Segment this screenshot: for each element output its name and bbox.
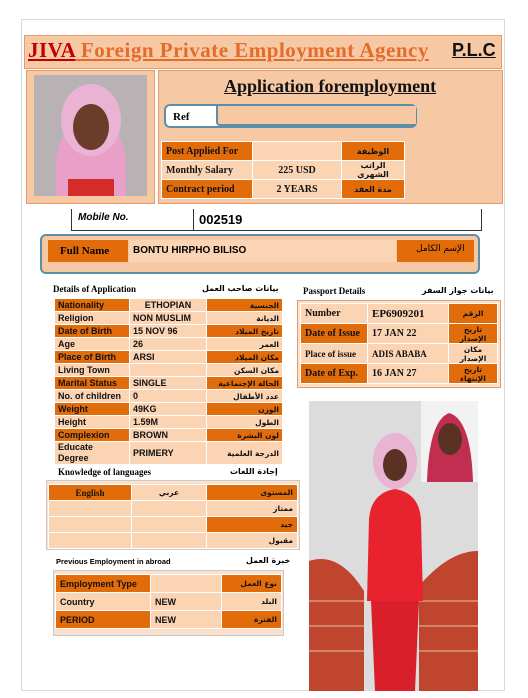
table-row bbox=[162, 161, 405, 180]
table-row bbox=[49, 501, 298, 517]
salary-arabic: الراتب الشهري bbox=[342, 161, 405, 180]
table-row bbox=[56, 575, 282, 593]
ref-label: Ref bbox=[173, 111, 190, 123]
detail-label: Educate Degree bbox=[55, 442, 130, 465]
employment-label: PERIOD bbox=[56, 611, 151, 629]
employment-arabic: نوع العمل bbox=[222, 575, 282, 593]
passport-label: Place of issue bbox=[301, 344, 368, 364]
detail-label: Complexion bbox=[55, 429, 130, 442]
detail-arabic: تاريخ الميلاد bbox=[207, 325, 283, 338]
detail-value: ARSI bbox=[130, 351, 207, 364]
table-row bbox=[55, 325, 283, 338]
table-row bbox=[55, 338, 283, 351]
table-row bbox=[55, 403, 283, 416]
employment-value: NEW bbox=[151, 611, 222, 629]
table-row bbox=[301, 344, 498, 364]
detail-value bbox=[130, 364, 207, 377]
detail-label: No. of children bbox=[55, 390, 130, 403]
brand-name: JIVA bbox=[28, 38, 76, 62]
passport-value: 16 JAN 27 bbox=[368, 364, 449, 384]
employment-title: Previous Employment in abroad bbox=[56, 557, 171, 566]
table-row bbox=[56, 611, 282, 629]
detail-value: NON MUSLIM bbox=[130, 312, 207, 325]
table-row bbox=[56, 593, 282, 611]
detail-value: 26 bbox=[130, 338, 207, 351]
lang-english-cell bbox=[49, 517, 132, 533]
detail-value: 0 bbox=[130, 390, 207, 403]
agency-suffix: P.L.C bbox=[452, 40, 496, 60]
lang-english-cell bbox=[49, 501, 132, 517]
table-row bbox=[55, 377, 283, 390]
detail-label: Religion bbox=[55, 312, 130, 325]
languages-title-arabic: إجادة اللغات bbox=[230, 467, 278, 476]
detail-arabic: العمر bbox=[207, 338, 283, 351]
lang-level-good: جيد bbox=[207, 517, 298, 533]
lang-arabic-header: عربي bbox=[132, 485, 207, 501]
table-row bbox=[49, 517, 298, 533]
detail-arabic: مكان السكن bbox=[207, 364, 283, 377]
mobile-value: 002519 bbox=[199, 212, 243, 227]
detail-label: Marital Status bbox=[55, 377, 130, 390]
employment-title-arabic: خبرة العمل bbox=[246, 556, 291, 565]
full-name-arabic: الإسم الكامل bbox=[416, 244, 465, 254]
ref-value bbox=[216, 106, 416, 126]
table-row bbox=[301, 364, 498, 384]
passport-label: Number bbox=[301, 304, 368, 324]
full-name-label: Full Name bbox=[60, 245, 110, 257]
lang-level-excellent: ممتاز bbox=[207, 501, 298, 517]
detail-value: 15 NOV 96 bbox=[130, 325, 207, 338]
passport-arabic: الرقم bbox=[449, 304, 498, 324]
detail-value: 1.59M bbox=[130, 416, 207, 429]
application-title: Application foremployment bbox=[224, 76, 437, 96]
agency-name: Foreign Private Employment Agency bbox=[75, 38, 429, 62]
detail-label: Living Town bbox=[55, 364, 130, 377]
full-name-value: BONTU HIRPHO BILISO bbox=[133, 245, 247, 256]
lang-level-header: المستوى bbox=[207, 485, 298, 501]
mobile-row bbox=[71, 209, 482, 231]
passport-title: Passport Details bbox=[303, 286, 366, 296]
detail-value: BROWN bbox=[130, 429, 207, 442]
lang-english-header: English bbox=[49, 485, 132, 501]
detail-label: Height bbox=[55, 416, 130, 429]
mobile-label: Mobile No. bbox=[78, 212, 129, 223]
detail-value: PRIMERY bbox=[130, 442, 207, 465]
post-value bbox=[253, 142, 342, 161]
detail-value: 49KG bbox=[130, 403, 207, 416]
passport-table bbox=[300, 303, 498, 384]
employment-label: Employment Type bbox=[56, 575, 151, 593]
employment-value bbox=[151, 575, 222, 593]
table-row bbox=[49, 485, 298, 501]
table-row bbox=[49, 533, 298, 549]
languages-title: Knowledge of languages bbox=[58, 467, 152, 477]
detail-label: Place of Birth bbox=[55, 351, 130, 364]
detail-value: ETHOPIAN bbox=[130, 299, 207, 312]
table-row bbox=[162, 180, 405, 199]
detail-label: Nationality bbox=[55, 299, 130, 312]
detail-arabic: الديانة bbox=[207, 312, 283, 325]
languages-table bbox=[48, 484, 298, 549]
passport-title-arabic: بيانات جواز السفر bbox=[422, 286, 494, 295]
job-table bbox=[161, 141, 405, 199]
table-row bbox=[301, 324, 498, 344]
contract-label: Contract period bbox=[162, 180, 253, 199]
portrait-photo bbox=[34, 75, 147, 196]
agency-title bbox=[28, 38, 429, 63]
passport-value: 17 JAN 22 bbox=[368, 324, 449, 344]
detail-arabic: الحالة الإجتماعية bbox=[207, 377, 283, 390]
lang-english-cell bbox=[49, 533, 132, 549]
employment-label: Country bbox=[56, 593, 151, 611]
table-row bbox=[162, 142, 405, 161]
table-row bbox=[55, 299, 283, 312]
details-title-arabic: بيانات صاحب العمل bbox=[202, 284, 279, 293]
lang-arabic-cell bbox=[132, 501, 207, 517]
passport-arabic: تاريخ الإصدار bbox=[449, 324, 498, 344]
divider bbox=[193, 209, 194, 231]
passport-arabic: تاريخ الإنتهاء bbox=[449, 364, 498, 384]
passport-value: ADIS ABABA bbox=[368, 344, 449, 364]
employment-table bbox=[55, 574, 282, 629]
details-table bbox=[54, 298, 283, 465]
salary-value: 225 USD bbox=[253, 161, 342, 180]
small-portrait-photo bbox=[421, 401, 478, 482]
post-arabic: الوظيفة bbox=[342, 142, 405, 161]
employment-arabic: البلد bbox=[222, 593, 282, 611]
lang-arabic-cell bbox=[132, 533, 207, 549]
detail-label: Weight bbox=[55, 403, 130, 416]
details-title: Details of Application bbox=[53, 284, 137, 294]
employment-value: NEW bbox=[151, 593, 222, 611]
detail-label: Age bbox=[55, 338, 130, 351]
post-label: Post Applied For bbox=[162, 142, 253, 161]
table-row bbox=[55, 351, 283, 364]
salary-label: Monthly Salary bbox=[162, 161, 253, 180]
passport-label: Date of Issue bbox=[301, 324, 368, 344]
detail-arabic: عدد الأطفال bbox=[207, 390, 283, 403]
table-row bbox=[301, 304, 498, 324]
detail-arabic: لون البشرة bbox=[207, 429, 283, 442]
contract-value: 2 YEARS bbox=[253, 180, 342, 199]
employment-arabic: الفترة bbox=[222, 611, 282, 629]
detail-arabic: الجنسية bbox=[207, 299, 283, 312]
table-row bbox=[55, 390, 283, 403]
detail-value: SINGLE bbox=[130, 377, 207, 390]
lang-level-fair: مقبول bbox=[207, 533, 298, 549]
table-row bbox=[55, 312, 283, 325]
passport-arabic: مكان الإصدار bbox=[449, 344, 498, 364]
passport-label: Date of Exp. bbox=[301, 364, 368, 384]
lang-arabic-cell bbox=[132, 517, 207, 533]
detail-label: Date of Birth bbox=[55, 325, 130, 338]
table-row bbox=[55, 429, 283, 442]
contract-arabic: مدة العقد bbox=[342, 180, 405, 199]
table-row bbox=[55, 442, 283, 465]
table-row bbox=[55, 416, 283, 429]
detail-arabic: الوزن bbox=[207, 403, 283, 416]
detail-arabic: الطول bbox=[207, 416, 283, 429]
passport-value: EP6909201 bbox=[368, 304, 449, 324]
table-row bbox=[55, 364, 283, 377]
detail-arabic: الدرجة العلمية bbox=[207, 442, 283, 465]
detail-arabic: مكان الميلاد bbox=[207, 351, 283, 364]
